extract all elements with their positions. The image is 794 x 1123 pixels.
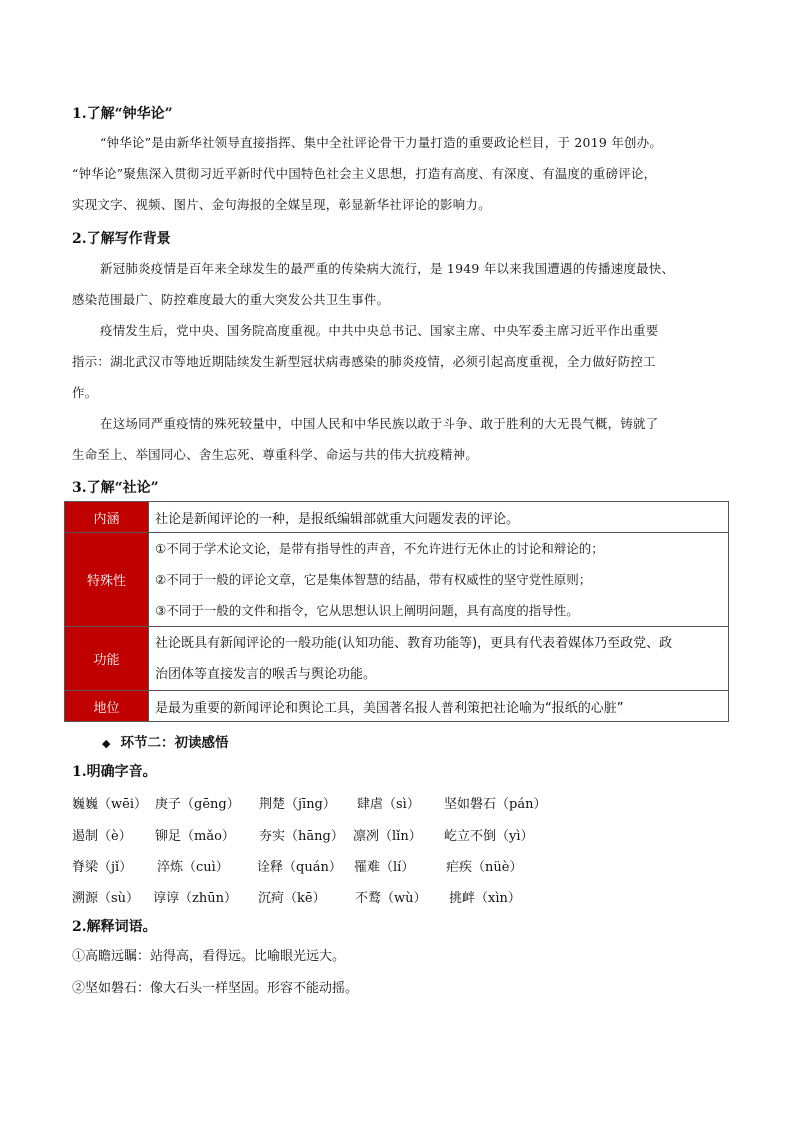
section-1-paragraph xyxy=(72,127,732,220)
pinyin-item: 挑衅（xìn） xyxy=(449,891,521,906)
table-row xyxy=(65,502,729,533)
row-value-connotation: 社论是新闻评论的一种，是报纸编辑部就重大问题发表的评论。 xyxy=(149,502,729,533)
para-line: 指示：湖北武汉市等地近期陆续发生新型冠状病毒感染的肺炎疫情，必须引起高度重视，全力做好防控工 xyxy=(72,354,656,369)
definition-item: ①高瞻远瞩：站得高，看得远。比喻眼光远大。 xyxy=(72,949,346,964)
diamond-bullet-icon: ◆ xyxy=(102,737,111,750)
row-label-particularity: 特殊性 xyxy=(65,533,149,627)
pinyin-item: 诠释（quán） xyxy=(257,860,342,875)
table-row xyxy=(65,533,729,627)
pinyin-item: 疟疾（nüè） xyxy=(446,860,523,875)
para-line: 新冠肺炎疫情是百年来全球发生的最严重的传染病大流行，是 1949 年以来我国遭遇的传播速度最快、 xyxy=(100,261,675,276)
editorial-info-table xyxy=(64,501,729,722)
word-explanation-title: 2.解释词语。 xyxy=(72,919,157,935)
para-line: “钟华论”聚焦深入贯彻习近平新时代中国特色社会主义思想，打造有高度、有深度、有温度的重磅评论， xyxy=(72,166,657,181)
section-1-title: 1.了解“钟华论” xyxy=(72,106,173,122)
pinyin-title: 1.明确字音。 xyxy=(72,764,157,780)
para-line: 疫情发生后，党中央、国务院高度重视。中共中央总书记、国家主席、中央军委主席习近平作出重要 xyxy=(100,323,659,338)
pinyin-item: 屹立不倒（yì） xyxy=(444,829,534,844)
pinyin-item: 谆谆（zhūn） xyxy=(153,891,237,906)
row-label-status: 地位 xyxy=(65,691,149,722)
pinyin-item: 遏制（è） xyxy=(72,829,132,844)
para-line: 在这场同严重疫情的殊死较量中，中国人民和中华民族以敢于斗争、敢于胜利的大无畏气概，铸就了 xyxy=(100,416,659,431)
pinyin-item: 庚子（gēng） xyxy=(155,797,240,812)
row-label-connotation: 内涵 xyxy=(65,502,149,533)
table-row xyxy=(65,627,729,691)
pinyin-item: 沉疴（kē） xyxy=(258,891,326,906)
row-value-particularity: ①不同于学术论文论，是带有指导性的声音，不允许进行无休止的讨论和辩论的； ②不同于一般的评论文章，它是集体智慧的结晶，带有权威性的坚守党性原则； ③不同于一般的文件和指令，它从思想认识上阐明问题，具有高度的指导性。 xyxy=(149,533,729,627)
pinyin-item: 凛冽（lǐn） xyxy=(353,829,422,844)
pinyin-item: 罹难（lí） xyxy=(354,860,415,875)
section-2-paragraph-2 xyxy=(72,315,732,408)
pinyin-item: 不鹜（wù） xyxy=(355,891,427,906)
para-line: 生命至上、举国同心、舍生忘死、尊重科学、命运与共的伟大抗疫精神。 xyxy=(72,447,479,462)
para-line: “钟华论”是由新华社领导直接指挥、集中全社评论骨干力量打造的重要政论栏目，于 2019 年创办。 xyxy=(100,135,663,150)
pinyin-item: 溯源（sù） xyxy=(72,891,140,906)
section-3-title: 3.了解“社论” xyxy=(72,480,159,496)
section-2-paragraph-3 xyxy=(72,408,732,470)
section-2-title: 2.了解写作背景 xyxy=(72,231,171,247)
pinyin-item: 荆楚（jīng） xyxy=(259,797,336,812)
pinyin-item: 夯实（hāng） xyxy=(259,829,344,844)
section-2-paragraph-1 xyxy=(72,253,732,315)
definition-item: ②坚如磐石：像大石头一样坚固。形容不能动摇。 xyxy=(72,981,359,996)
pinyin-item: 肆虐（sì） xyxy=(357,797,420,812)
para-line: 作。 xyxy=(72,385,98,400)
pinyin-item: 铆足（mǎo） xyxy=(155,829,235,844)
para-line: 实现文字、视频、图片、金句海报的全媒呈现，彰显新华社评论的影响力。 xyxy=(72,197,491,212)
pinyin-item: 坚如磐石（pán） xyxy=(444,797,547,812)
pinyin-item: 巍巍（wēi） xyxy=(72,797,147,812)
pinyin-item: 脊梁（jǐ） xyxy=(72,860,133,875)
para-line: 感染范围最广、防控难度最大的重大突发公共卫生事件。 xyxy=(72,292,390,307)
pinyin-item: 淬炼（cuì） xyxy=(157,860,229,875)
table-row xyxy=(65,691,729,722)
row-value-status: 是最为重要的新闻评论和舆论工具，美国著名报人普利策把社论喻为“报纸的心脏” xyxy=(149,691,729,722)
section-heading-stage-2: ◆ 环节二：初读感悟 xyxy=(102,735,229,751)
row-label-function: 功能 xyxy=(65,627,149,691)
row-value-function: 社论既具有新闻评论的一般功能(认知功能、教育功能等)，更具有代表着媒体乃至政党、政 治团体等直接发言的喉舌与舆论功能。 xyxy=(149,627,729,691)
